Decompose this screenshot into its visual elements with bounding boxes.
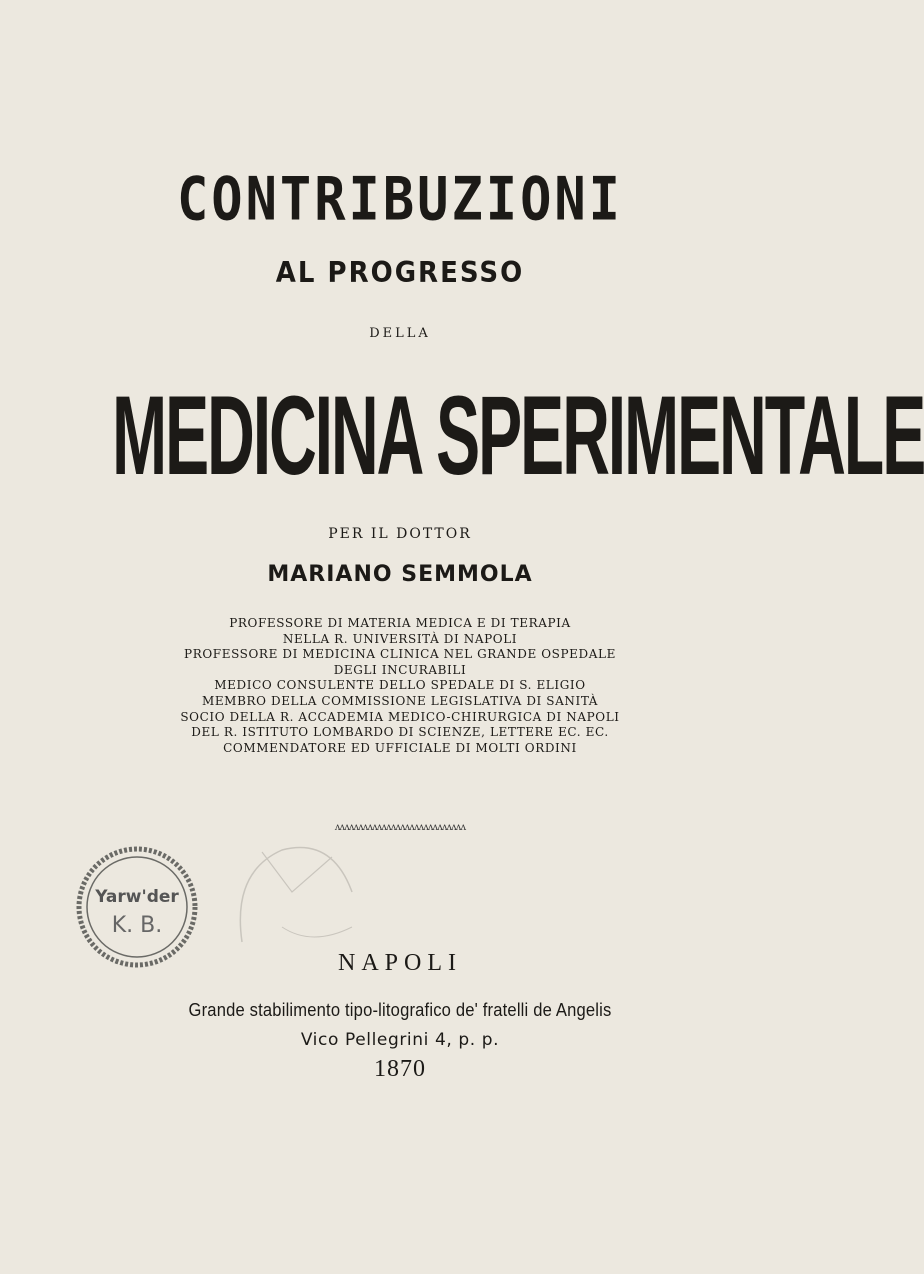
author-title-line: SOCIO DELLA R. ACCADEMIA MEDICO-CHIRURGICA DI NAPOLI bbox=[180, 709, 620, 724]
per-il-dottor: PER IL DOTTOR bbox=[328, 526, 472, 542]
sub-title: AL PROGRESSO bbox=[275, 256, 525, 290]
author-titles bbox=[0, 616, 800, 756]
author-name: MARIANO SEMMOLA bbox=[267, 562, 533, 587]
author-title-line: DEL R. ISTITUTO LOMBARDO DI SCIENZE, LETTERE EC. EC. bbox=[191, 725, 609, 740]
author-title-line: MEMBRO DELLA COMMISSIONE LEGISLATIVA DI SANITÀ bbox=[201, 693, 599, 708]
author-title-line: PROFESSORE DI MEDICINA CLINICA NEL GRANDE OSPEDALE bbox=[184, 647, 616, 662]
svg-text:K. B.: K. B. bbox=[111, 913, 163, 938]
city: NAPOLI bbox=[338, 950, 462, 976]
author-title-line: COMMENDATORE ED UFFICIALE DI MOLTI ORDINI bbox=[223, 740, 577, 755]
publication-year: 1870 bbox=[374, 1056, 426, 1082]
author-title-line: MEDICO CONSULENTE DELLO SPEDALE DI S. ELIGIO bbox=[214, 678, 586, 693]
author-title-line: NELLA R. UNIVERSITÀ DI NAPOLI bbox=[282, 631, 518, 646]
printer-line: Grande stabilimento tipo-litografico de' fratelli de Angelis bbox=[188, 1000, 612, 1020]
author-title-line: DEGLI INCURABILI bbox=[333, 662, 467, 677]
main-title: CONTRIBUZIONI bbox=[177, 165, 623, 235]
faint-seal-icon bbox=[222, 832, 362, 962]
big-title: MEDICINA SPERIMENTALE bbox=[112, 373, 924, 499]
svg-text:Yarw'der: Yarw'der bbox=[95, 887, 179, 907]
ornament-rule: ᴧᴧᴧᴧᴧᴧᴧᴧᴧᴧᴧᴧᴧᴧᴧᴧᴧᴧᴧᴧᴧᴧᴧᴧᴧᴧᴧᴧ bbox=[334, 822, 466, 833]
printer-address: Vico Pellegrini 4, p. p. bbox=[300, 1030, 500, 1050]
della-text: DELLA bbox=[369, 326, 431, 341]
author-title-line: PROFESSORE DI MATERIA MEDICA E DI TERAPIA bbox=[229, 616, 571, 630]
